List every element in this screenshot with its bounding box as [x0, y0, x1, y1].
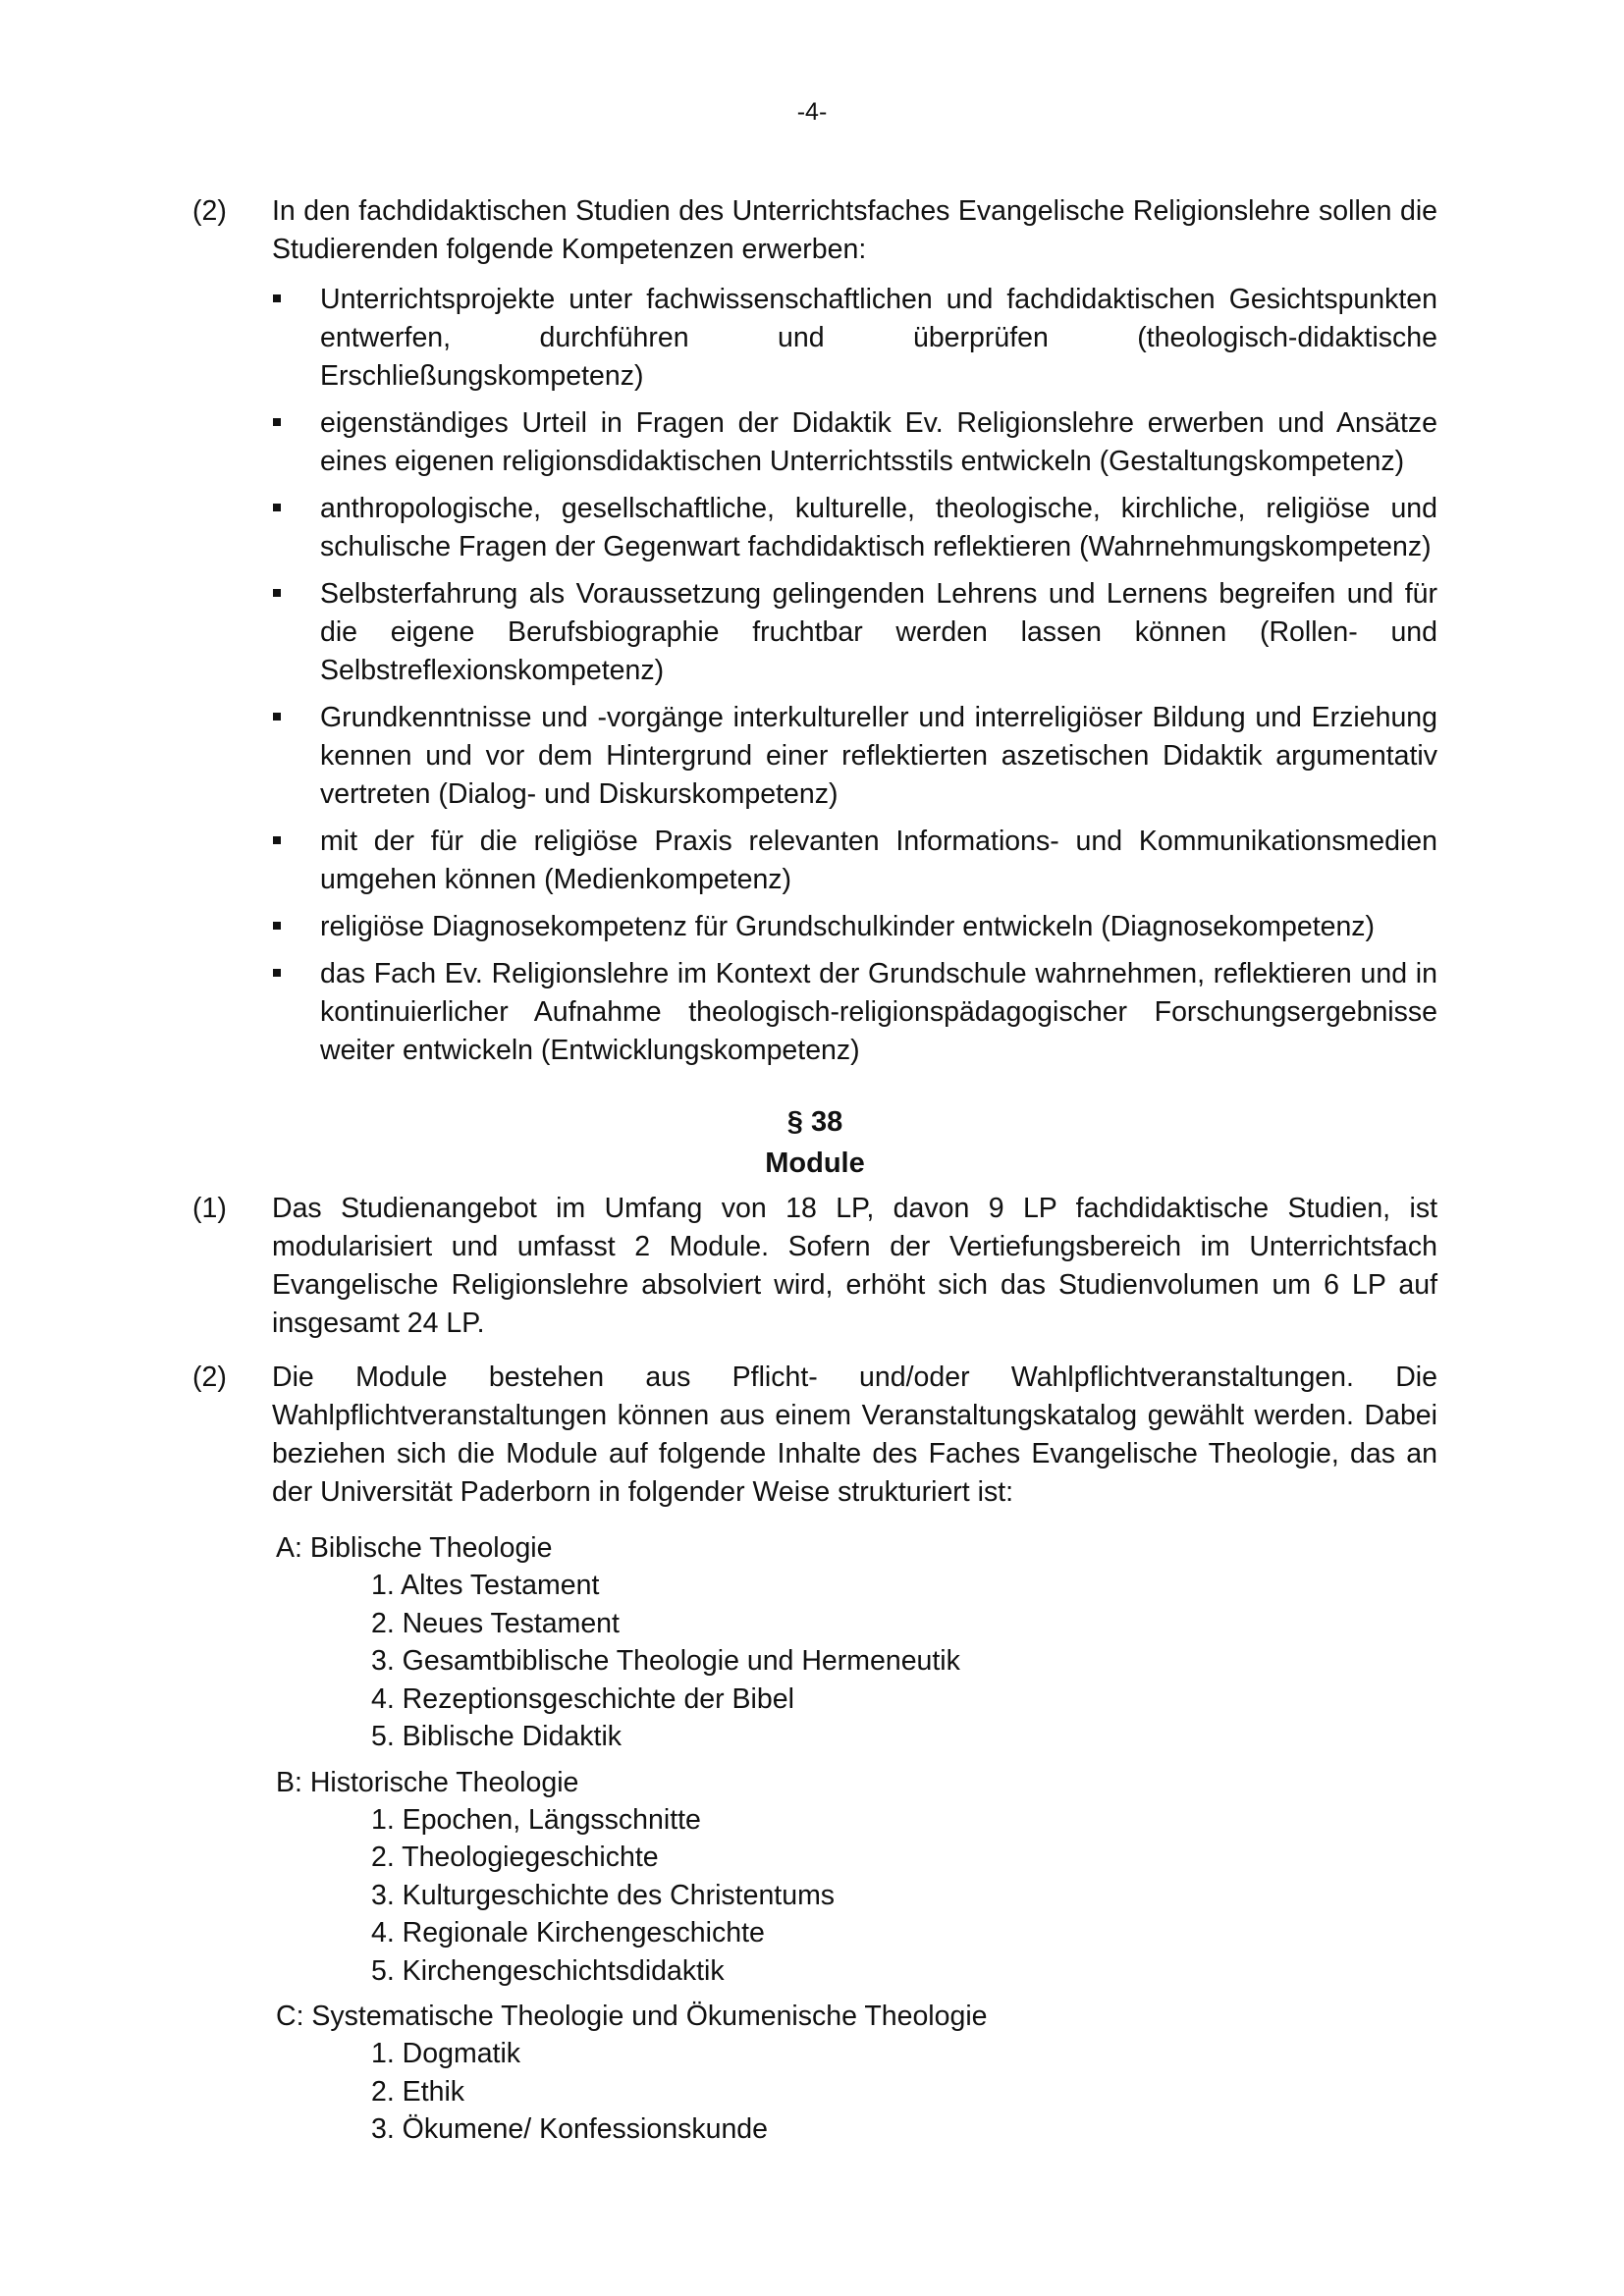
paragraph-number: (2)	[192, 1362, 227, 1393]
subject-area-list	[276, 2035, 1437, 2149]
list-item-text: eigenständiges Urteil in Fragen der Didaktik Ev. Religionslehre erwerben und Ansätze eines eigenen religionsdidaktischen Unterrichtsstils entwickeln (Gestaltungskompetenz)	[320, 407, 1437, 477]
paragraph-intro-text: In den fachdidaktischen Studien des Unterrichtsfaches Evangelische Religionslehre sollen die Studierenden folgende Kompetenzen erwerben:	[272, 195, 1437, 265]
paragraph-number: (2)	[192, 195, 227, 227]
list-item: 4. Regionale Kirchengeschichte	[371, 1917, 765, 1949]
list-item: 2. Neues Testament	[371, 1607, 620, 1639]
list-item: 3. Ökumene/ Konfessionskunde	[371, 2113, 768, 2145]
subject-area	[276, 1529, 1437, 1756]
document-body	[192, 192, 1437, 2157]
list-item	[320, 823, 1437, 899]
section-title: Module	[765, 1148, 865, 1179]
paragraph-text: Das Studienangebot im Umfang von 18 LP, davon 9 LP fachdidaktische Studien, ist modularisiert und umfasst 2 Module. Sofern der Vertiefungsbereich im Unterrichtsfach Evangelische Religionslehre absolviert wird, erhöht sich das Studienvolumen um 6 LP auf insgesamt 24 LP.	[272, 1193, 1437, 1339]
paragraph-number: (1)	[192, 1193, 227, 1224]
list-item	[320, 404, 1437, 481]
square-bullet-icon	[273, 836, 281, 844]
list-item: 3. Kulturgeschichte des Christentums	[371, 1879, 836, 1911]
paragraph-module-structure	[192, 1359, 1437, 1512]
subject-area-list	[276, 1567, 1437, 1756]
list-item-text: religiöse Diagnosekompetenz für Grundschulkinder entwickeln (Diagnosekompetenz)	[320, 911, 1376, 942]
subject-area-title: B: Historische Theologie	[276, 1766, 579, 1798]
list-item: 1. Epochen, Längsschnitte	[371, 1803, 701, 1836]
list-item: 4. Rezeptionsgeschichte der Bibel	[371, 1682, 794, 1715]
paragraph-text: Die Module bestehen aus Pflicht- und/oder Wahlpflichtveranstaltungen. Die Wahlpflichtveranstaltungen können aus einem Veranstaltungskatalog gewählt werden. Dabei beziehen sich die Module auf folgende Inhalte des Faches Evangelische Theologie, das an der Universität Paderborn in folgender Weise strukturiert ist:	[272, 1362, 1437, 1508]
list-item	[320, 575, 1437, 690]
square-bullet-icon	[273, 713, 281, 721]
list-item	[320, 490, 1437, 566]
list-item-text: mit der für die religiöse Praxis relevanten Informations- und Kommunikationsmedien umgehen können (Medienkompetenz)	[320, 826, 1437, 895]
list-item-text: das Fach Ev. Religionslehre im Kontext der Grundschule wahrnehmen, reflektieren und in kontinuierlicher Aufnahme theologisch-religionspädagogischer Forschungsergebnisse weiter entwickeln (Entwicklungskompetenz)	[320, 958, 1437, 1066]
list-item: 1. Altes Testament	[371, 1570, 600, 1601]
square-bullet-icon	[273, 969, 281, 977]
page-number: -4-	[796, 98, 828, 126]
subject-areas	[192, 1529, 1437, 2149]
list-item-text: Selbsterfahrung als Voraussetzung gelingenden Lehrens und Lernens begreifen und für die eigene Berufsbiographie fruchtbar werden lassen können (Rollen- und Selbstreflexionskompetenz)	[320, 578, 1437, 686]
list-item-text: Unterrichtsprojekte unter fachwissenschaftlichen und fachdidaktischen Gesichtspunkten entwerfen, durchführen und überprüfen (theologisch-didaktische Erschließungskompetenz)	[320, 284, 1437, 392]
list-item: 5. Biblische Didaktik	[371, 1721, 623, 1752]
section-heading	[192, 1101, 1437, 1184]
square-bullet-icon	[273, 589, 281, 597]
list-item: 2. Theologiegeschichte	[371, 1842, 659, 1873]
subject-area-title: A: Biblische Theologie	[276, 1532, 553, 1564]
list-item	[320, 699, 1437, 814]
competency-list	[192, 281, 1437, 1070]
list-item: 3. Gesamtbiblische Theologie und Hermeneutik	[371, 1645, 960, 1677]
list-item: 2. Ethik	[371, 2075, 465, 2108]
list-item	[320, 908, 1437, 946]
square-bullet-icon	[273, 294, 281, 302]
list-item	[320, 955, 1437, 1070]
list-item: 1. Dogmatik	[371, 2038, 521, 2069]
square-bullet-icon	[273, 504, 281, 511]
subject-area	[276, 1998, 1437, 2149]
subject-area-title: C: Systematische Theologie und Ökumenische Theologie	[276, 2001, 988, 2032]
square-bullet-icon	[273, 922, 281, 930]
subject-area	[276, 1764, 1437, 1991]
paragraph-study-volume	[192, 1190, 1437, 1343]
list-item-text: anthropologische, gesellschaftliche, kulturelle, theologische, kirchliche, religiöse und schulische Fragen der Gegenwart fachdidaktisch reflektieren (Wahrnehmungskompetenz)	[320, 493, 1437, 562]
square-bullet-icon	[273, 418, 281, 426]
subject-area-list	[276, 1801, 1437, 1991]
list-item-text: Grundkenntnisse und -vorgänge interkultureller und interreligiöser Bildung und Erziehung kennen und vor dem Hintergrund einer reflektierten aszetischen Didaktik argumentativ vertreten (Dialog- und Diskurskompetenz)	[320, 702, 1437, 810]
paragraph-competencies	[192, 192, 1437, 269]
list-item	[320, 281, 1437, 396]
list-item: 5. Kirchengeschichtsdidaktik	[371, 1954, 725, 1987]
section-number: § 38	[786, 1106, 843, 1138]
